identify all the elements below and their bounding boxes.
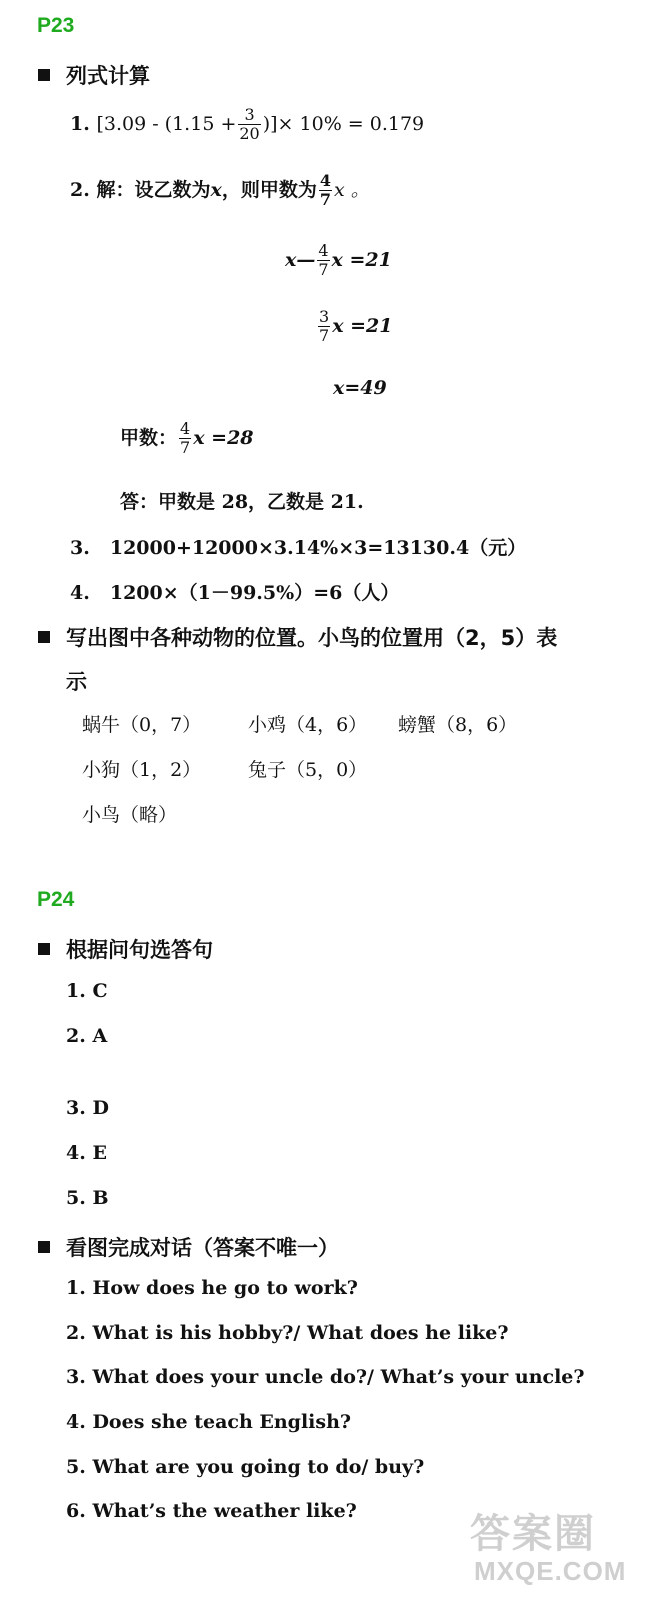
position-item: 兔子（5，0） (248, 759, 368, 781)
bullet-icon (38, 943, 50, 955)
watermark-logo: 答案圈 (470, 1512, 596, 1556)
position-item: 蜗牛（0，7） (82, 714, 202, 736)
fraction: $\frac{3}{20}$ (239, 105, 260, 144)
position-item: 小鸟（略） (82, 804, 178, 826)
question-2: 2. 解：设乙数为x，则甲数为 $\frac{4}{7}$ x 。 (70, 171, 370, 210)
question-4: 4. 1200×（1－99.5%）=6（人） (70, 582, 400, 604)
section-heading-dialogue: 看图完成对话（答案不唯一） (38, 1232, 339, 1262)
watermark-url: MXQE.COM (474, 1556, 627, 1586)
equation-1: x— $\frac{4}{7}$ x =21 (285, 241, 392, 280)
section-heading-choose-answer: 根据问句选答句 (38, 934, 213, 964)
page-label-p24: P24 (37, 888, 75, 911)
fraction: $\frac{4}{7}$ (180, 419, 191, 458)
list-item: 2. A (66, 1025, 108, 1047)
bullet-icon (38, 631, 50, 643)
list-item: 4. Does she teach English? (66, 1411, 352, 1433)
list-item: 5. B (66, 1187, 109, 1209)
list-item: 2. What is his hobby?/ What does he like? (66, 1322, 509, 1344)
section-heading-calculation: 列式计算 (38, 60, 150, 90)
equation-3: x=49 (333, 377, 387, 399)
list-item: 3. What does your uncle do?/ What’s your uncle? (66, 1366, 585, 1388)
bullet-icon (38, 69, 50, 81)
equation-2: $\frac{3}{7}$ x =21 (319, 307, 393, 346)
jia-value: 甲数： $\frac{4}{7}$ x =28 (120, 419, 254, 458)
question-1: 1. [3.09 - (1.15 + $\frac{3}{20}$ )]× 10% = 0.179 (70, 105, 425, 144)
bullet-icon (38, 1241, 50, 1253)
fraction: $\frac{4}{7}$ (319, 171, 331, 210)
position-item: 小狗（1，2） (82, 759, 202, 781)
section-heading-positions-cont: 示 (66, 670, 87, 694)
question-3: 3. 12000+12000×3.14%×3=13130.4（元） (70, 537, 527, 559)
position-item: 小鸡（4，6） (248, 714, 368, 736)
page-label-p23: P23 (37, 14, 75, 37)
list-item: 1. How does he go to work? (66, 1277, 358, 1299)
fraction: $\frac{4}{7}$ (318, 241, 329, 280)
list-item: 6. What’s the weather like? (66, 1500, 357, 1522)
answer-line: 答：甲数是 28，乙数是 21. (120, 491, 364, 513)
list-item: 1. C (66, 980, 108, 1002)
list-item: 4. E (66, 1142, 107, 1164)
list-item: 5. What are you going to do/ buy? (66, 1456, 425, 1478)
list-item: 3. D (66, 1097, 109, 1119)
position-item: 螃蟹（8，6） (398, 714, 518, 736)
fraction: $\frac{3}{7}$ (319, 307, 330, 346)
section-heading-positions: 写出图中各种动物的位置。小鸟的位置用（2，5）表 (38, 622, 557, 652)
